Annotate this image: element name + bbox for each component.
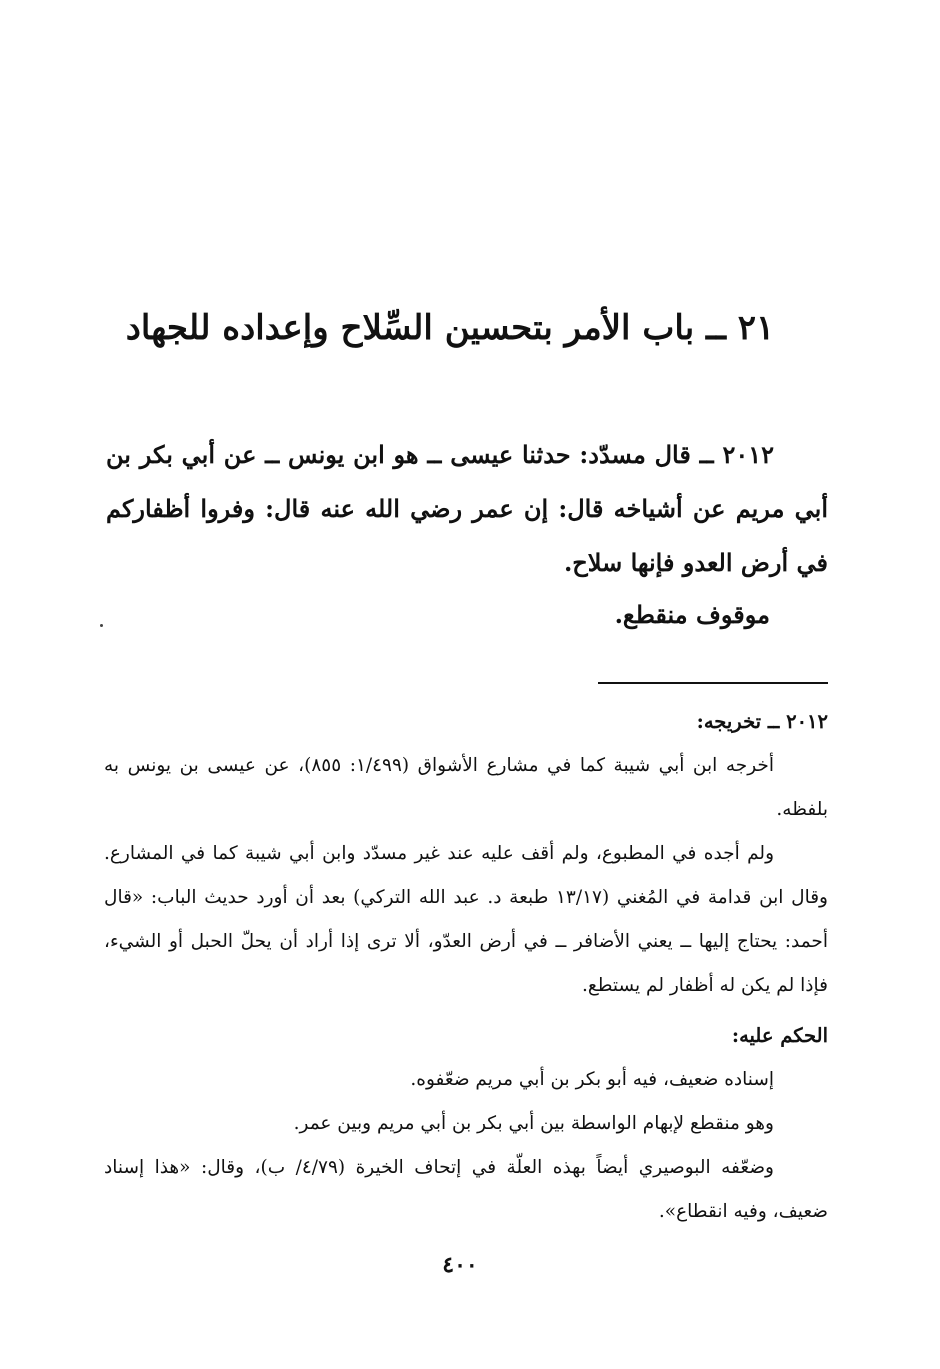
footnotes (104, 700, 828, 1234)
hukm-paragraph: إسناده ضعيف، فيه أبو بكر بن أبي مريم ضعّفوه. (410, 1069, 774, 1090)
hukm-paragraph: وهو منقطع لإبهام الواسطة بين أبي بكر بن أبي مريم وبين عمر. (293, 1113, 774, 1134)
hadith-text: ٢٠١٢ ــ قال مسدّد: حدثنا عيسى ــ هو ابن يونس ــ عن أبي بكر بن أبي مريم عن أشياخه قال: إن عمر رضي الله عنه قال: وفروا أظفاركم في أرض العدو فإنها سلاح. (106, 440, 828, 577)
hadith-verdict: موقوف منقطع. (614, 600, 770, 629)
page-number: ٤٠٠ (442, 1252, 478, 1278)
takhrij-heading: ٢٠١٢ ــ تخريجه: (696, 710, 828, 733)
chapter-title: ٢١ ــ باب الأمر بتحسين السِّلاح وإعداده للجهاد (125, 308, 775, 348)
hukm-paragraph: وضعّفه البوصيري أيضاً بهذه العلّة في إتحاف الخيرة (٤/٧٩/ ب)، وقال: «هذا إسناد ضعيف، وفيه انقطاع». (104, 1157, 828, 1222)
hadith-text-block (106, 428, 828, 590)
hukm-heading: الحكم عليه: (731, 1024, 828, 1047)
takhrij-paragraph: ولم أجده في المطبوع، ولم أقف عليه عند غير مسدّد وابن أبي شيبة كما في المشارع. وقال ابن قدامة في المُغني (١٣/١٧ طبعة د. عبد الله التركي) بعد أن أورد حديث الباب: «قال أحمد: يحتاج إليها ــ يعني الأضافر ــ في أرض العدّو، ألا ترى إذا أراد أن يحلّ الحبل أو الشيء، فإذا لم يكن له أظفار لم يستطع. (104, 843, 828, 996)
print-speck (100, 624, 103, 627)
takhrij-paragraph: أخرجه ابن أبي شيبة كما في مشارع الأشواق (١/٤٩٩: ٨٥٥)، عن عيسى بن يونس به بلفظه. (104, 755, 828, 820)
footnote-separator (598, 682, 828, 684)
